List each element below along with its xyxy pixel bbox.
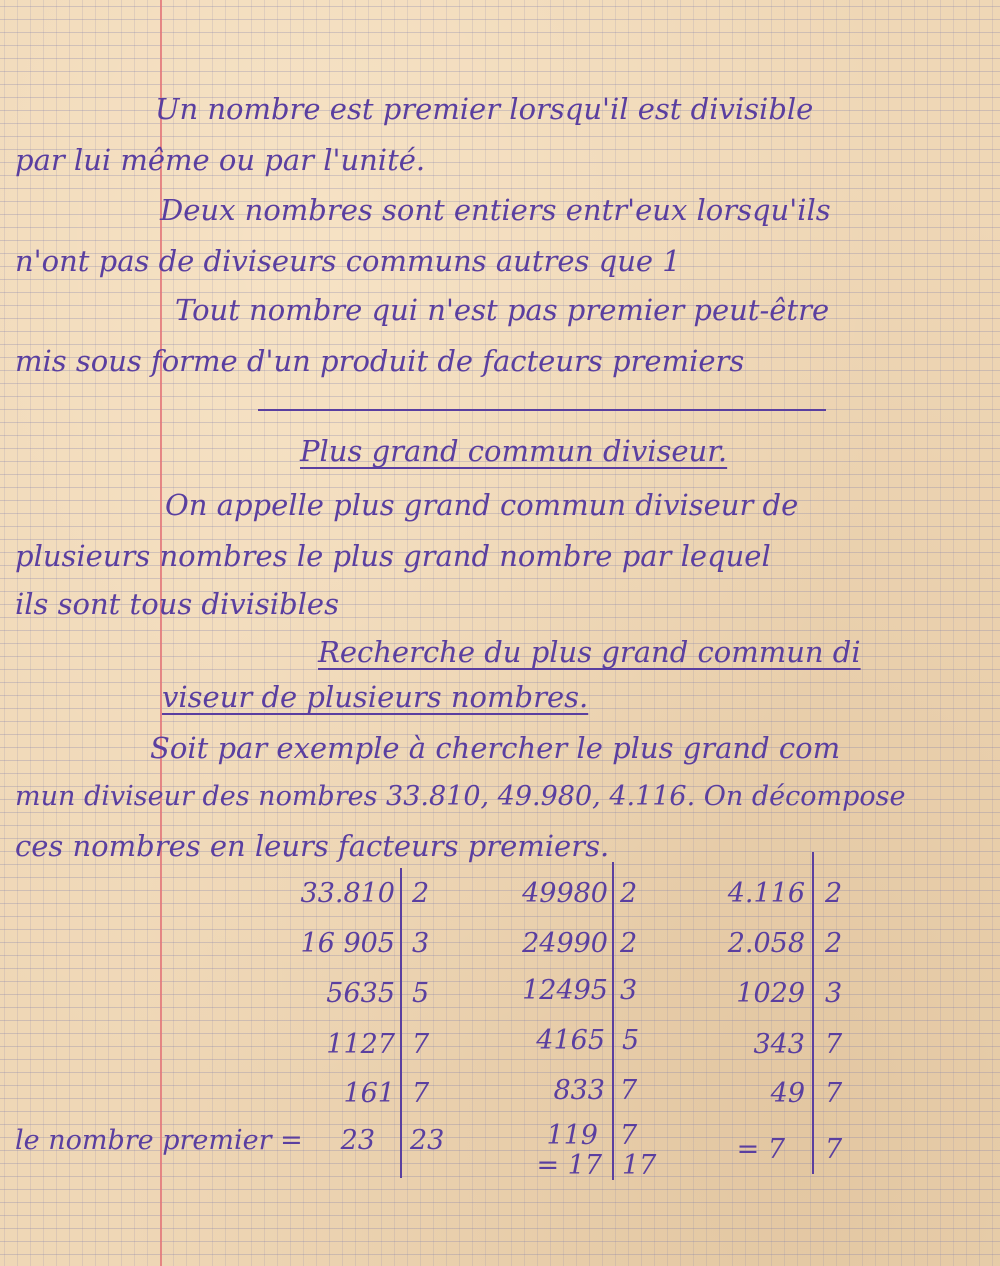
division-bar-c: [812, 852, 814, 1174]
factor-c-5: 7: [825, 1078, 843, 1109]
quotient-c-1: 4.116: [727, 878, 805, 909]
quotient-c-6: = 7: [736, 1134, 785, 1165]
text-line-2: par lui même ou par l'unité.: [15, 143, 426, 177]
division-bar-b: [612, 862, 614, 1180]
factor-b-4: 5: [622, 1025, 640, 1056]
factor-b-1: 2: [620, 878, 638, 909]
section-title-recherche-1: Recherche du plus grand commun di: [318, 635, 861, 669]
factor-a-3: 5: [412, 978, 430, 1009]
factor-b-6: 7: [620, 1120, 638, 1151]
quotient-b-final: = 17: [536, 1150, 602, 1181]
factor-c-2: 2: [825, 928, 843, 959]
factor-c-6: 7: [825, 1134, 843, 1165]
quotient-b-1: 49980: [522, 878, 608, 909]
quotient-a-2: 16 905: [300, 928, 395, 959]
factor-b-2: 2: [620, 928, 638, 959]
quotient-b-6: 119: [546, 1120, 598, 1151]
factor-b-3: 3: [620, 975, 638, 1006]
quotient-a-4: 1127: [326, 1029, 395, 1060]
quotient-a-1: 33.810: [300, 878, 395, 909]
text-line-7: On appelle plus grand commun diviseur de: [165, 488, 799, 522]
division-bar-a: [400, 868, 402, 1178]
factor-c-3: 3: [825, 978, 843, 1009]
text-line-6: mis sous forme d'un produit de facteurs premiers: [15, 344, 745, 378]
section-divider: [258, 409, 826, 411]
section-title-recherche-2: viseur de plusieurs nombres.: [162, 680, 589, 714]
quotient-a-6: 23: [340, 1125, 375, 1156]
section-title-pgcd: Plus grand commun diviseur.: [300, 434, 728, 468]
quotient-c-2: 2.058: [727, 928, 805, 959]
factor-a-6: 23: [410, 1125, 445, 1156]
factor-a-2: 3: [412, 928, 430, 959]
text-line-8: plusieurs nombres le plus grand nombre par lequel: [15, 539, 771, 573]
quotient-c-4: 343: [753, 1029, 805, 1060]
quotient-a-5: 161: [343, 1078, 395, 1109]
text-line-3: Deux nombres sont entiers entr'eux lorsqu'ils: [160, 193, 831, 227]
text-line-9: ils sont tous divisibles: [15, 587, 339, 621]
quotient-b-5: 833: [553, 1075, 605, 1106]
quotient-a-3: 5635: [326, 978, 395, 1009]
text-line-10: Soit par exemple à chercher le plus grand com: [150, 731, 841, 765]
factor-a-5: 7: [412, 1078, 430, 1109]
text-line-4: n'ont pas de diviseurs communs autres que 1: [15, 244, 681, 278]
prime-number-label: le nombre premier =: [15, 1125, 303, 1156]
text-line-12: ces nombres en leurs facteurs premiers.: [15, 829, 610, 863]
text-line-1: Un nombre est premier lorsqu'il est divisible: [155, 92, 814, 126]
factor-c-1: 2: [825, 878, 843, 909]
text-line-11: mun diviseur des nombres 33.810, 49.980, 4.116. On décompose: [15, 781, 906, 812]
quotient-b-4: 4165: [536, 1025, 605, 1056]
text-line-5: Tout nombre qui n'est pas premier peut-être: [175, 293, 830, 327]
quotient-c-3: 1029: [736, 978, 805, 1009]
factor-a-1: 2: [412, 878, 430, 909]
factor-c-4: 7: [825, 1029, 843, 1060]
factor-b-final: 17: [622, 1150, 657, 1181]
factor-a-4: 7: [412, 1029, 430, 1060]
quotient-b-3: 12495: [522, 975, 608, 1006]
factor-b-5: 7: [620, 1075, 638, 1106]
quotient-c-5: 49: [770, 1078, 805, 1109]
margin-line: [160, 0, 162, 1266]
quotient-b-2: 24990: [522, 928, 608, 959]
